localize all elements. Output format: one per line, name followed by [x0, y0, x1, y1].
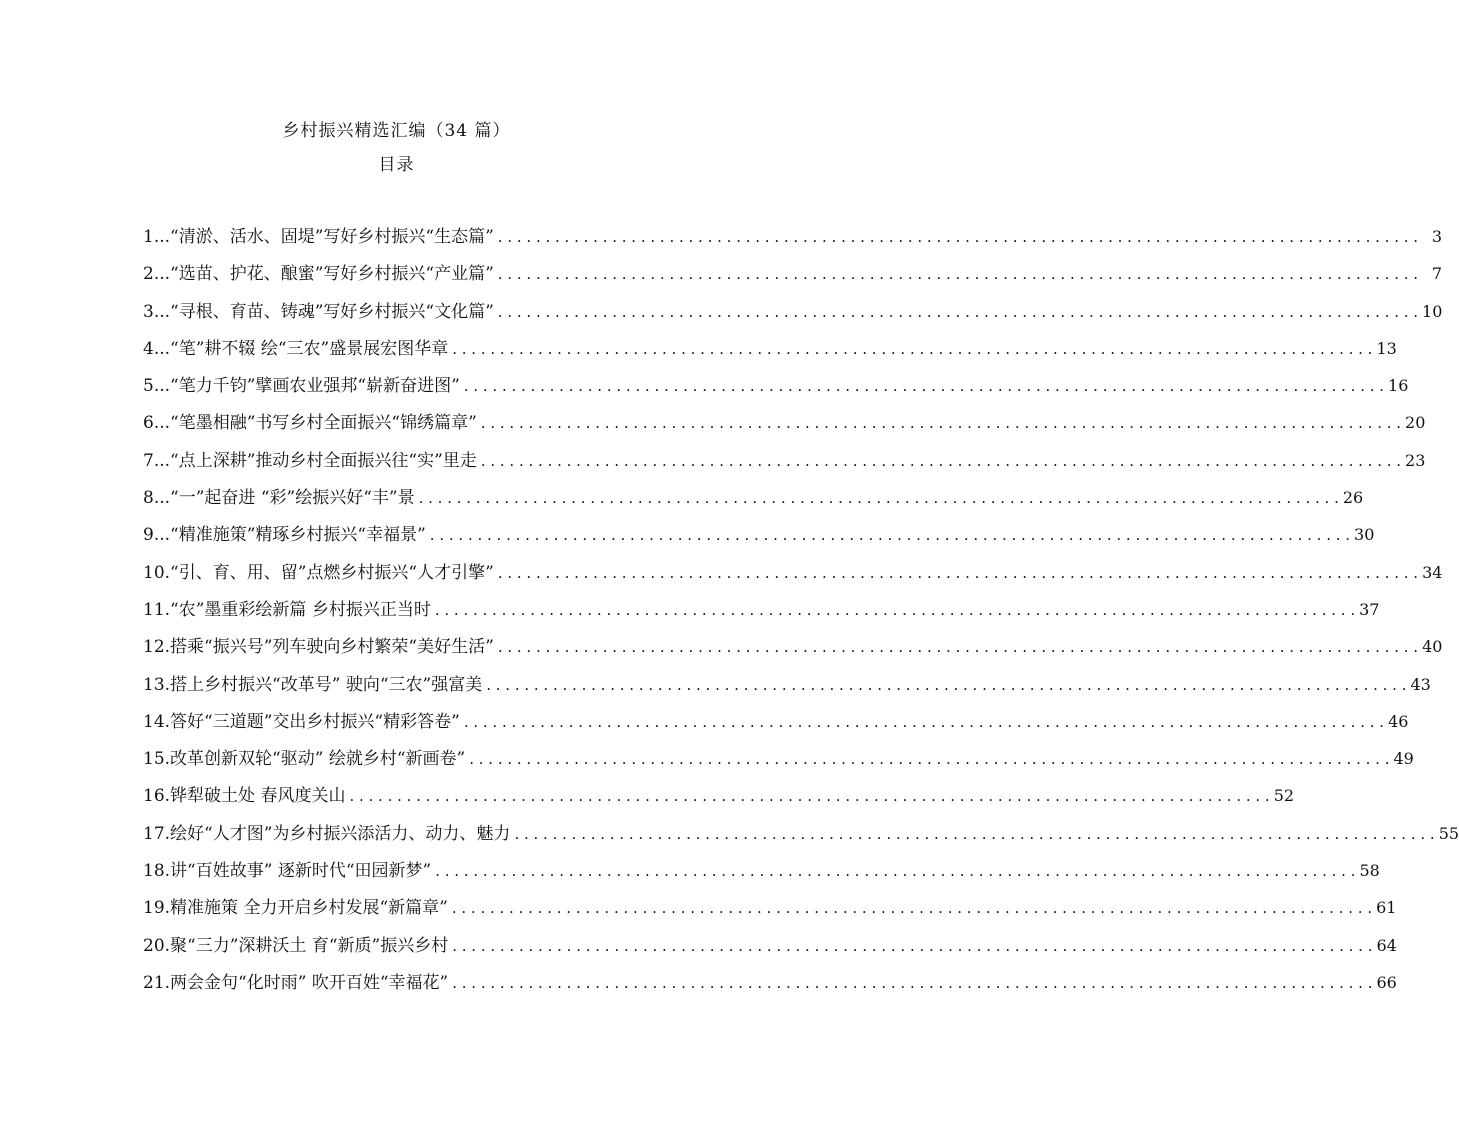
toc-entry-page-number: 58	[1359, 861, 1380, 881]
toc-entry-title: “一”起奋进 “彩”绘振兴好“丰”景	[170, 488, 415, 509]
toc-entry-number: 20.	[143, 935, 171, 956]
toc-dot-leader	[452, 899, 1372, 917]
toc-dot-leader	[430, 526, 1350, 544]
toc-dot-leader	[452, 937, 1372, 955]
toc-entry-title: 铧犁破土处 春风度关山	[170, 786, 346, 807]
toc-entry[interactable]	[143, 520, 1375, 557]
toc-entry-title: 搭上乡村振兴“改革号” 驶向“三农”强富美	[170, 674, 483, 695]
toc-entry-number: 15.	[143, 749, 171, 770]
toc-entry[interactable]	[143, 819, 1459, 856]
toc-entry-page-number: 34	[1422, 562, 1443, 582]
toc-entry-number: 11.	[143, 599, 171, 620]
toc-entry-page-number: 10	[1422, 301, 1443, 321]
toc-dot-leader	[464, 713, 1384, 731]
toc-entry-number: 8...	[143, 488, 171, 509]
toc-entry-title: 讲“百姓故事” 逐新时代“田园新梦”	[170, 861, 432, 882]
table-of-contents	[143, 222, 1459, 1005]
toc-entry-number: 9...	[143, 525, 171, 546]
toc-entry[interactable]	[143, 408, 1426, 445]
toc-entry-title: “点上深耕”推动乡村全面振兴往“实”里走	[170, 450, 477, 471]
toc-entry-page-number: 55	[1438, 823, 1459, 843]
toc-entry[interactable]	[143, 297, 1443, 334]
toc-dot-leader	[514, 825, 1434, 843]
toc-dot-leader	[452, 340, 1372, 358]
toc-entry-number: 12.	[143, 637, 171, 658]
toc-entry-page-number: 37	[1359, 599, 1380, 619]
toc-entry-title: “笔墨相融”书写乡村全面振兴“锦绣篇章”	[170, 413, 477, 434]
toc-dot-leader	[498, 228, 1418, 246]
toc-dot-leader	[435, 601, 1355, 619]
toc-entry-page-number: 3	[1431, 227, 1443, 246]
toc-entry-number: 7...	[143, 450, 171, 471]
toc-entry[interactable]	[143, 222, 1443, 259]
toc-entry-number: 16.	[143, 786, 171, 807]
toc-entry[interactable]	[143, 670, 1431, 707]
toc-entry[interactable]	[143, 259, 1443, 296]
toc-entry[interactable]	[143, 371, 1409, 408]
toc-heading: 目录	[378, 155, 415, 175]
toc-entry-number: 17.	[143, 823, 171, 844]
toc-entry-page-number: 23	[1405, 450, 1426, 470]
toc-entry-page-number: 49	[1393, 749, 1414, 769]
toc-dot-leader	[498, 564, 1418, 582]
toc-dot-leader	[464, 377, 1384, 395]
toc-entry-number: 2...	[143, 264, 171, 285]
toc-entry-title: “精准施策”精琢乡村振兴“幸福景”	[170, 525, 426, 546]
toc-entry[interactable]	[143, 558, 1443, 595]
toc-entry-title: 聚“三力”深耕沃土 育“新质”振兴乡村	[170, 935, 449, 956]
toc-entry[interactable]	[143, 595, 1380, 632]
toc-entry[interactable]	[143, 744, 1414, 781]
toc-entry-title: “寻根、育苗、铸魂”写好乡村振兴“文化篇”	[170, 301, 494, 322]
toc-entry-page-number: 16	[1388, 376, 1409, 396]
toc-entry-number: 5...	[143, 376, 171, 397]
toc-entry-number: 6...	[143, 413, 171, 434]
toc-entry-page-number: 61	[1376, 898, 1397, 918]
toc-entry[interactable]	[143, 707, 1409, 744]
toc-dot-leader	[498, 265, 1418, 283]
toc-entry-page-number: 43	[1410, 674, 1431, 694]
toc-dot-leader	[481, 452, 1401, 470]
toc-dot-leader	[435, 862, 1355, 880]
toc-entry-page-number: 40	[1422, 637, 1443, 657]
toc-entry-title: “清淤、活水、固堤”写好乡村振兴“生态篇”	[170, 227, 494, 247]
toc-entry-number: 13.	[143, 674, 171, 695]
toc-entry-title: “选苗、护花、酿蜜”写好乡村振兴“产业篇”	[170, 264, 494, 285]
toc-entry-page-number: 13	[1376, 338, 1397, 358]
toc-entry[interactable]	[143, 893, 1397, 930]
toc-entry-page-number: 64	[1376, 935, 1397, 955]
toc-dot-leader	[498, 638, 1418, 656]
toc-entry-page-number: 20	[1405, 413, 1426, 433]
toc-entry-page-number: 7	[1431, 264, 1443, 284]
toc-entry[interactable]	[143, 446, 1426, 483]
toc-entry[interactable]	[143, 931, 1397, 968]
toc-entry-title: 搭乘“振兴号”列车驶向乡村繁荣“美好生活”	[170, 637, 494, 658]
toc-entry[interactable]	[143, 781, 1295, 818]
toc-entry-title: 答好“三道题”交出乡村振兴“精彩答卷”	[170, 711, 460, 732]
toc-entry-number: 10.	[143, 562, 171, 583]
toc-entry-number: 14.	[143, 711, 171, 732]
toc-entry-title: 两会金句“化时雨” 吹开百姓“幸福花”	[170, 972, 449, 993]
toc-entry-title: 改革创新双轮“驱动” 绘就乡村“新画卷”	[170, 749, 466, 770]
toc-entry-title: “笔力千钧”擘画农业强邦“崭新奋进图”	[170, 376, 460, 397]
toc-entry-page-number: 26	[1342, 488, 1364, 508]
toc-entry[interactable]	[143, 856, 1380, 893]
toc-dot-leader	[481, 414, 1401, 432]
toc-dot-leader	[452, 974, 1372, 992]
toc-entry-number: 19.	[143, 898, 171, 919]
toc-entry-number: 3...	[143, 301, 171, 322]
toc-entry-number: 4...	[143, 338, 171, 359]
toc-entry-number: 1...	[143, 227, 171, 247]
toc-dot-leader	[349, 787, 1269, 805]
toc-entry[interactable]	[143, 968, 1397, 1005]
toc-entry-title: 绘好“人才图”为乡村振兴添活力、动力、魅力	[170, 823, 511, 844]
toc-entry[interactable]	[143, 632, 1443, 669]
toc-entry[interactable]	[143, 483, 1364, 520]
toc-dot-leader	[419, 489, 1339, 507]
toc-entry-title: “农”墨重彩绘新篇 乡村振兴正当时	[170, 599, 431, 620]
toc-entry[interactable]	[143, 334, 1397, 371]
toc-entry-number: 18.	[143, 861, 171, 882]
toc-entry-title: “笔”耕不辍 绘“三农”盛景展宏图华章	[170, 338, 449, 359]
toc-entry-number: 21.	[143, 972, 171, 993]
toc-dot-leader	[469, 750, 1389, 768]
toc-entry-title: “引、育、用、留”点燃乡村振兴“人才引擎”	[170, 562, 494, 583]
toc-entry-page-number: 52	[1273, 786, 1295, 806]
toc-entry-title: 精准施策 全力开启乡村发展“新篇章”	[170, 898, 448, 919]
toc-entry-page-number: 30	[1354, 525, 1375, 545]
toc-entry-page-number: 66	[1376, 972, 1397, 992]
document-title: 乡村振兴精选汇编（34 篇）	[282, 121, 511, 141]
toc-entry-page-number: 46	[1388, 711, 1409, 731]
toc-dot-leader	[486, 676, 1406, 694]
toc-dot-leader	[498, 303, 1418, 321]
